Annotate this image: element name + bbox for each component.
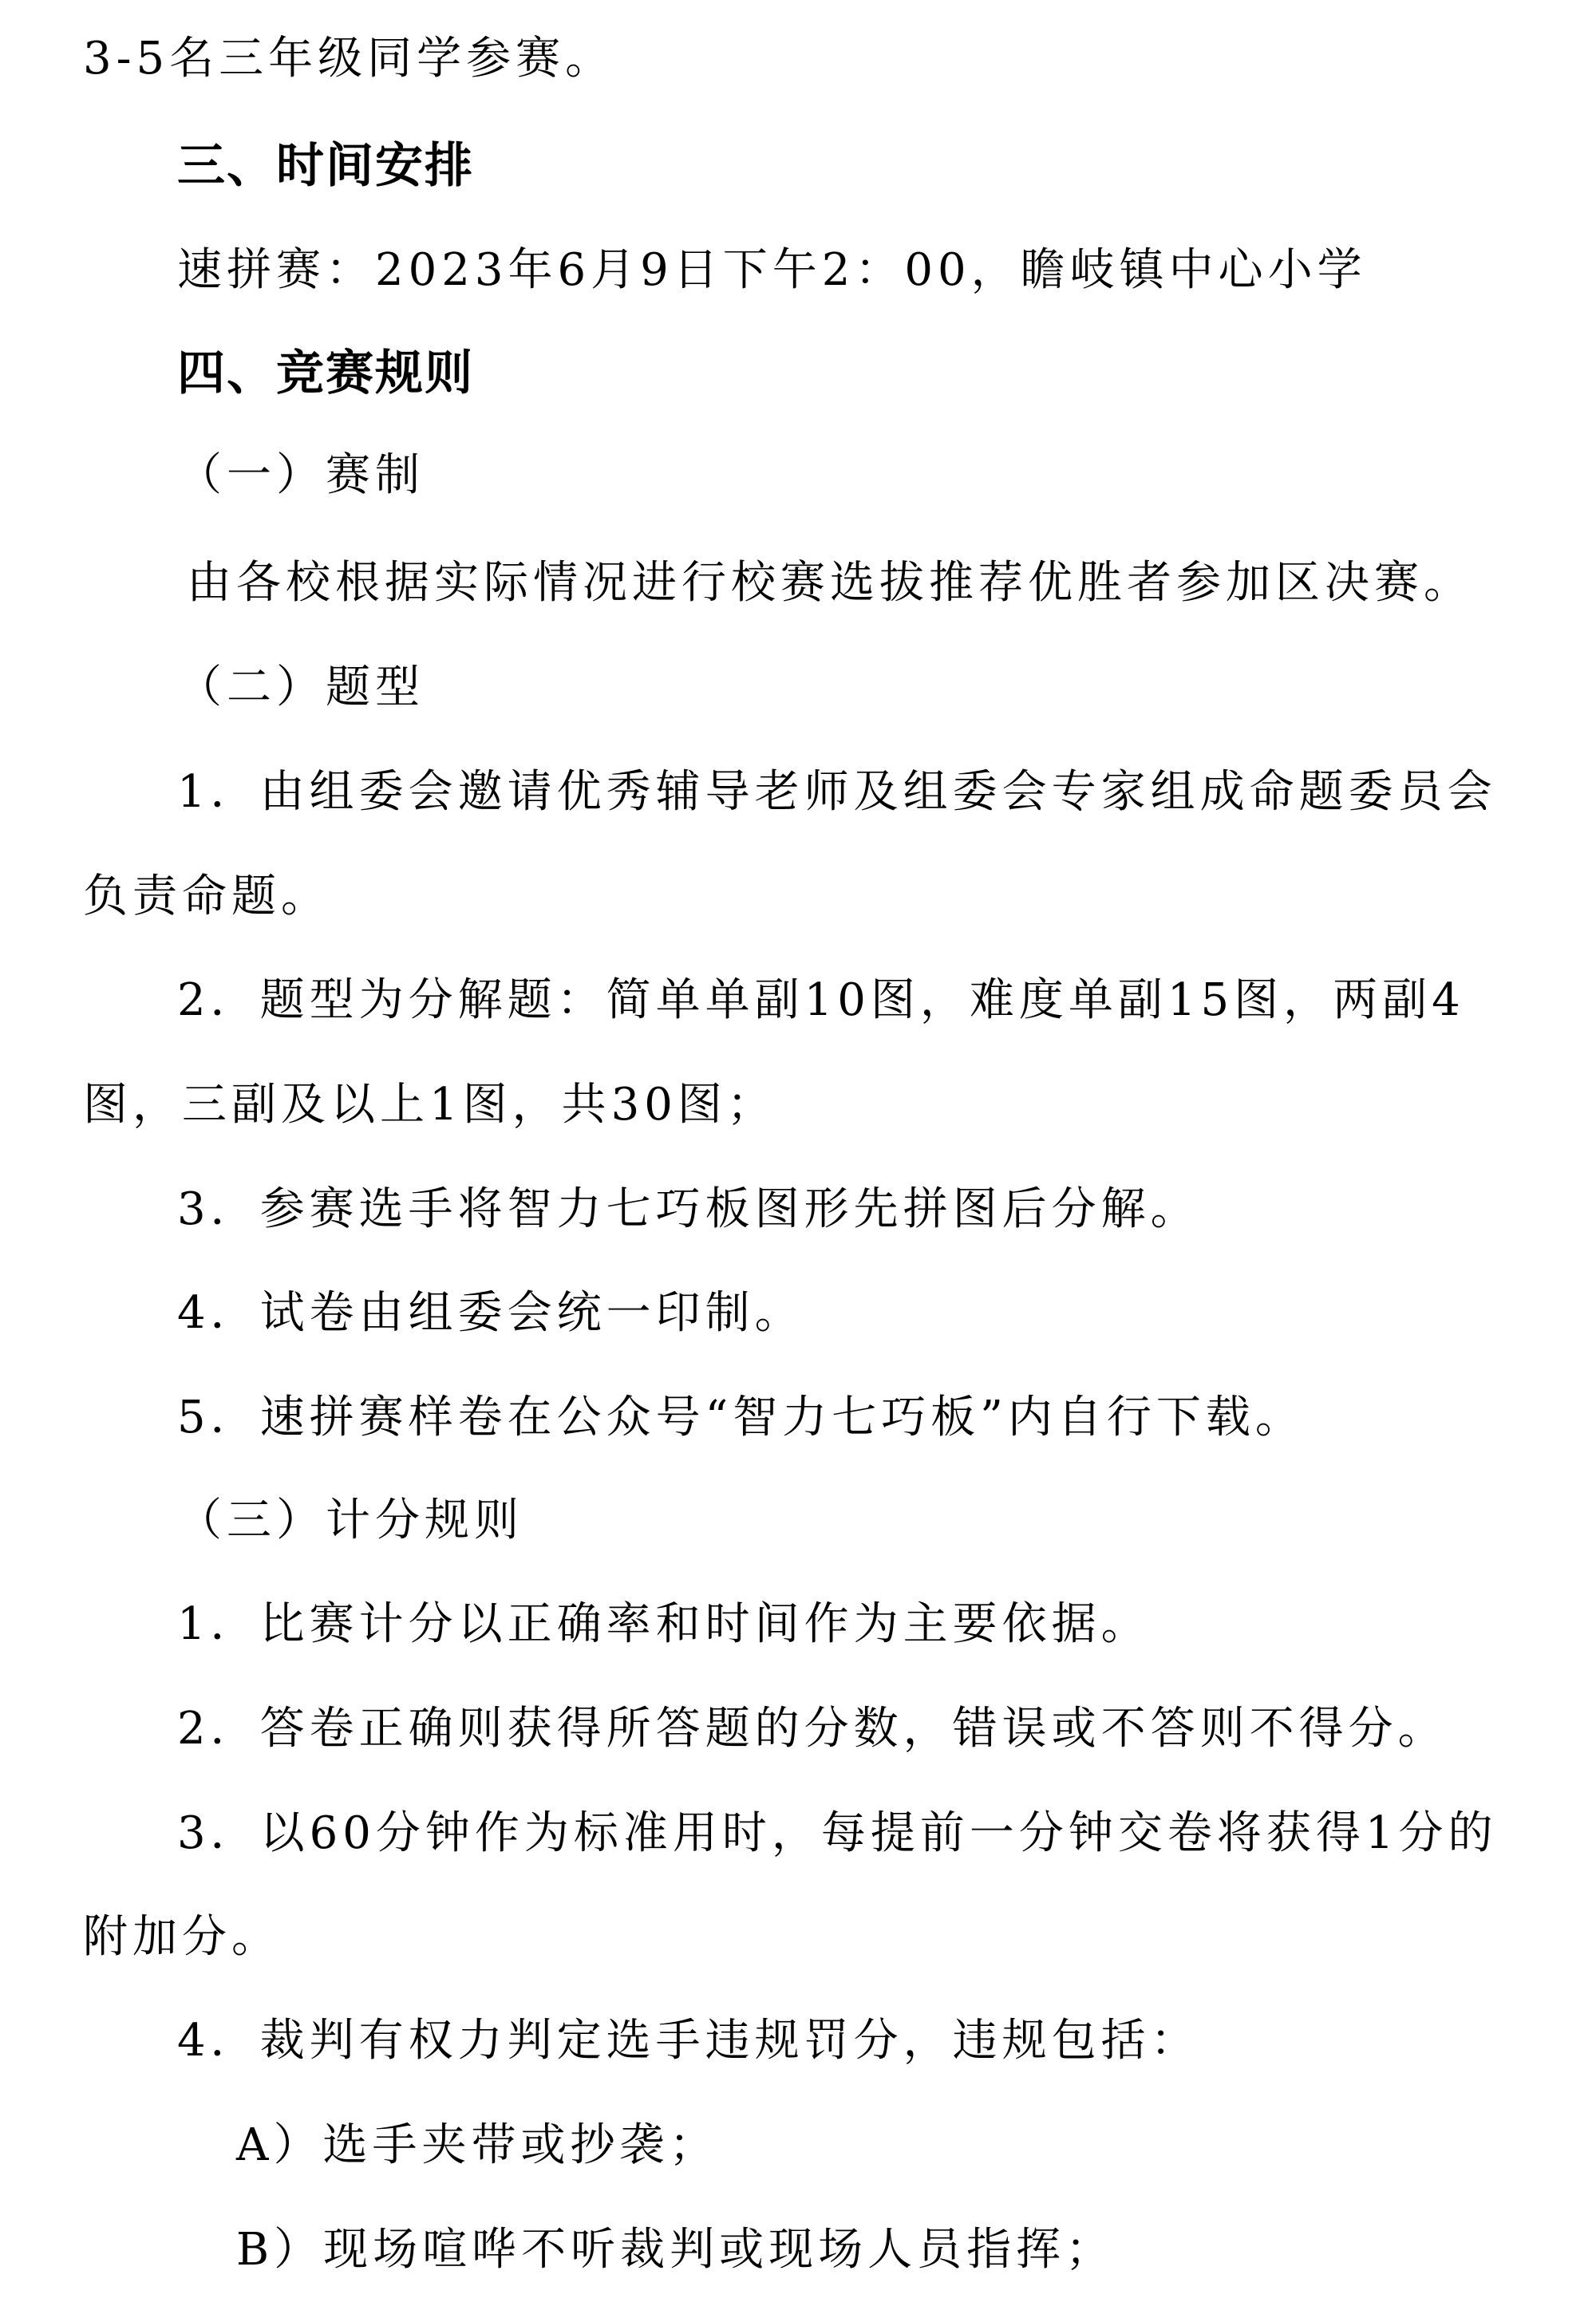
section-heading-rules: 四、竞赛规则: [177, 346, 474, 401]
text-line: 附加分。: [83, 1911, 281, 1963]
text-line: 3．参赛选手将智力七巧板图形先拼图后分解。: [177, 1183, 1200, 1235]
subsection-heading-question-type: （二）题型: [177, 661, 425, 713]
text-line: 负责命题。: [83, 871, 330, 922]
text-line: 1．由组委会邀请优秀辅导老师及组委会专家组成命题委员会: [177, 766, 1497, 818]
text-line: 1．比赛计分以正确率和时间作为主要依据。: [177, 1598, 1151, 1650]
text-line: A）选手夹带或抄袭；: [236, 2119, 719, 2171]
text-line: 2．题型为分解题：简单单副10图，难度单副15图，两副4: [177, 974, 1465, 1026]
text-line: 2．答卷正确则获得所答题的分数，错误或不答则不得分。: [177, 1703, 1448, 1755]
text-line: 4．试卷由组委会统一印制。: [177, 1287, 804, 1339]
subsection-heading-scoring: （三）计分规则: [177, 1495, 523, 1546]
text-line: 3-5名三年级同学参赛。: [83, 33, 615, 85]
text-line: 速拼赛：2023年6月9日下午2：00，瞻岐镇中心小学: [177, 244, 1367, 296]
subsection-heading-format: （一）赛制: [177, 449, 425, 501]
text-line: 4．裁判有权力判定选手违规罚分，违规包括：: [177, 2015, 1200, 2067]
text-line: 由各校根据实际情况进行校赛选拔推荐优胜者参加区决赛。: [187, 557, 1473, 609]
section-heading-schedule: 三、时间安排: [177, 138, 474, 194]
text-line: 图，三副及以上1图，共30图；: [83, 1079, 776, 1131]
text-line: 5．速拼赛样卷在公众号“智力七巧板”内自行下载。: [177, 1392, 1305, 1443]
text-line: B）现场喧哗不听裁判或现场人员指挥；: [236, 2224, 1116, 2276]
text-line: 3．以60分钟作为标准用时，每提前一分钟交卷将获得1分的: [177, 1807, 1498, 1859]
